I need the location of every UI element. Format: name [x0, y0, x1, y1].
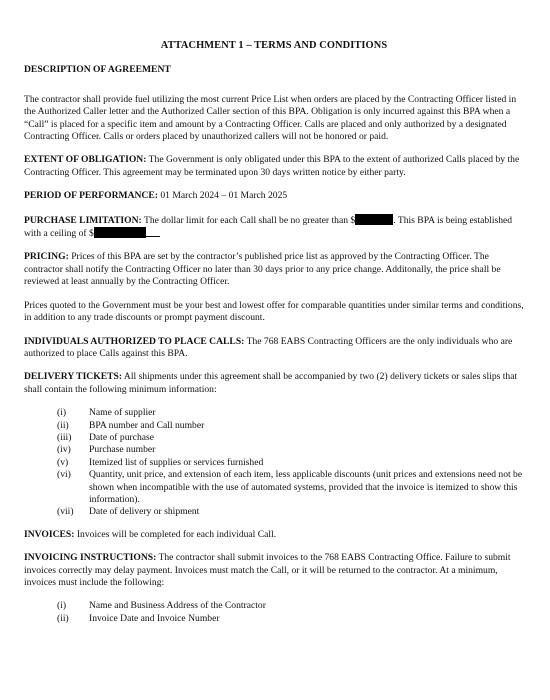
- invoicing-items-list: [24, 600, 524, 625]
- list-item-text: Itemized list of supplies or services furnished: [89, 456, 264, 468]
- extent-label: EXTENT OF OBLIGATION:: [24, 154, 147, 166]
- delivery-paragraph: [24, 371, 524, 396]
- period-paragraph: [24, 190, 524, 202]
- list-item-text: Name and Business Address of the Contractor: [89, 600, 266, 612]
- description-paragraph: The contractor shall provide fuel utilizing the most current Price List when orders are placed by the Contracting Officer listed in the Authorized Caller letter and the Authorized Caller section of this BPA. Obligation is only incurred against this BPA when a “Call” is placed for a specific item and amount by a Contracting Officer. Calls are placed and only authorized by a designated Contracting Officer. Calls or orders placed by unauthorized callers will not be honored or paid.: [24, 93, 517, 143]
- list-item-text: BPA number and Call number: [89, 419, 205, 431]
- list-item-text: Purchase number: [89, 444, 156, 456]
- redaction-box: [94, 227, 146, 238]
- invoices-paragraph: [24, 529, 524, 541]
- list-item-text: Invoice Date and Invoice Number: [89, 612, 220, 624]
- list-item-number: (iii): [57, 431, 72, 443]
- list-item-number: (vi): [57, 469, 71, 481]
- extent-text: The Government is only obligated under this BPA to the extent of authorized Calls placed by the Contracting Officer. This agreement may be terminated upon 30 days written notice by either party.: [24, 154, 520, 178]
- extent-paragraph: [24, 154, 524, 179]
- redaction-box: [355, 214, 393, 225]
- delivery-label: DELIVERY TICKETS:: [24, 371, 123, 383]
- list-item: [57, 432, 524, 444]
- pricing-paragraph: [24, 251, 524, 288]
- list-item-text: Quantity, unit price, and extension of each item, less applicable discounts (unit prices and extensions need not be shown when incompatible with the use of automated systems, provided that the invoice is itemized to show this information).: [89, 469, 523, 505]
- list-item-text: Name of supplier: [89, 407, 156, 419]
- list-item-number: (vii): [57, 506, 74, 518]
- invoicing-paragraph: [24, 552, 524, 589]
- period-text: 01 March 2024 – 01 March 2025: [160, 190, 288, 202]
- purchase-paragraph: [24, 214, 524, 241]
- description-heading: DESCRIPTION OF AGREEMENT: [24, 64, 171, 76]
- underline-mark: [146, 227, 160, 237]
- list-item-number: (i): [57, 407, 67, 419]
- individuals-paragraph: [24, 336, 524, 361]
- invoicing-text: The contractor shall submit invoices to the 768 EABS Contracting Office. Failure to submit invoices correctly may delay payment. Invoices must match the Call, or it will be returned to the contractor. At a minimum, invoices must include the following:: [24, 552, 511, 588]
- individuals-label: INDIVIDUALS AUTHORIZED TO PLACE CALLS:: [24, 335, 245, 347]
- delivery-items-list: [24, 407, 524, 519]
- list-item: [57, 420, 524, 432]
- purchase-text-1: The dollar limit for each Call shall be no greater than $: [143, 214, 356, 226]
- list-item: [57, 444, 524, 456]
- invoicing-label: INVOICING INSTRUCTIONS:: [24, 552, 157, 564]
- purchase-text-2: . This BPA is being established with a ceiling of $: [24, 214, 513, 240]
- list-item-number: (iv): [57, 444, 71, 456]
- list-item-text: Date of delivery or shipment: [89, 506, 200, 518]
- invoices-label: INVOICES:: [24, 528, 75, 540]
- period-label: PERIOD OF PERFORMANCE:: [24, 190, 158, 202]
- prices-quoted-paragraph: Prices quoted to the Government must be your best and lowest offer for comparable quantities under similar terms and conditions, in addition to any trade discounts or prompt payment discount.: [24, 299, 524, 324]
- invoices-text: Invoices will be completed for each individual Call.: [76, 528, 277, 540]
- list-item-number: (v): [57, 456, 69, 468]
- list-item-number: (ii): [57, 419, 69, 431]
- individuals-text: The 768 EABS Contracting Officers are the only individuals who are authorized to place Calls against this BPA.: [24, 335, 513, 359]
- list-item: [57, 600, 524, 612]
- list-item-number: (i): [57, 600, 67, 612]
- page-title: ATTACHMENT 1 – TERMS AND CONDITIONS: [160, 40, 388, 51]
- list-item: [57, 457, 524, 469]
- list-item: [57, 613, 524, 625]
- list-item-number: (ii): [57, 612, 69, 624]
- list-item: [57, 469, 524, 506]
- list-item: [57, 506, 524, 518]
- pricing-label: PRICING:: [24, 251, 69, 263]
- pricing-text: Prices of this BPA are set by the contractor’s published price list as approved by the Contracting Officer. The contractor shall notify the Contracting Officer no later than 30 days prior to any price change. Additonally, the price shall be reviewed at least annually by the Contracting Officer.: [24, 251, 501, 288]
- list-item: [57, 407, 524, 419]
- delivery-text: All shipments under this agreement shall be accompanied by two (2) delivery tickets or sales slips that shall contain the following minimum information:: [24, 371, 518, 395]
- list-item-text: Date of purchase: [89, 431, 154, 443]
- purchase-label: PURCHASE LIMITATION:: [24, 214, 142, 226]
